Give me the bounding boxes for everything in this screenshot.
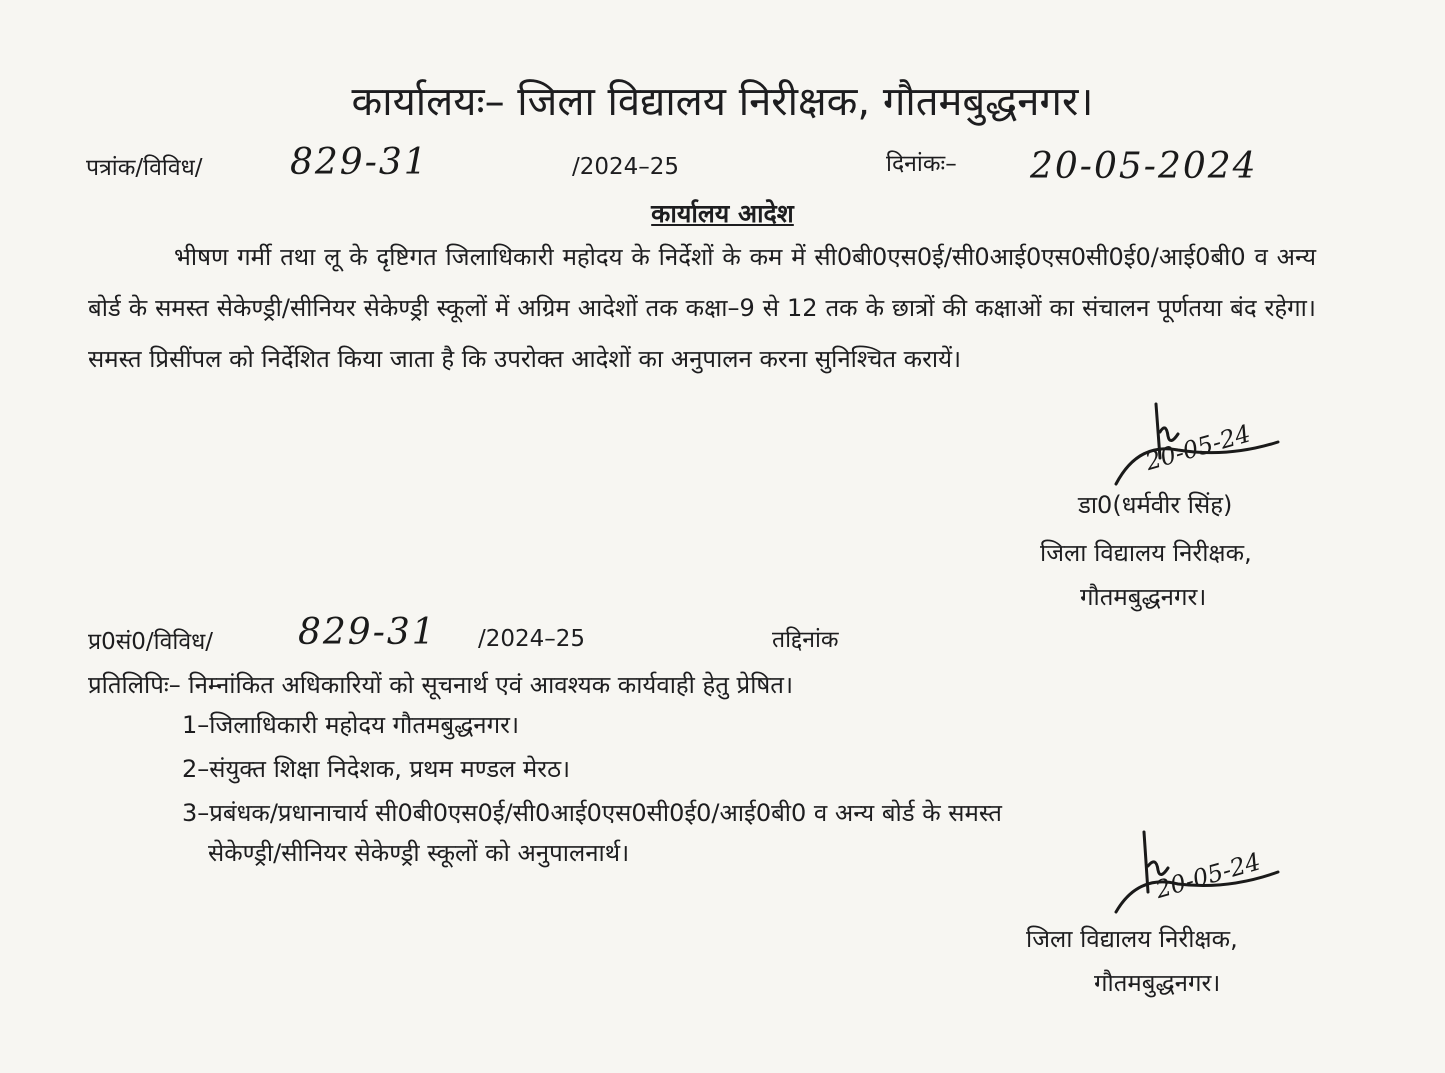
copy-ref-number: 829-31 bbox=[298, 612, 437, 653]
signatory-designation: जिला विद्यालय निरीक्षक, bbox=[1040, 539, 1252, 567]
copy-ref-year: /2024–25 bbox=[478, 626, 586, 652]
signatory-name: डा0(धर्मवीर सिंह) bbox=[1078, 491, 1233, 519]
office-header: कार्यालयः– जिला विद्यालय निरीक्षक, गौतमबुद्धनगर। bbox=[351, 79, 1094, 125]
signature-2-date: 20-05-24 bbox=[1152, 847, 1264, 904]
date-label: दिनांकः– bbox=[886, 151, 957, 177]
copy-item-1: 1–जिलाधिकारी महोदय गौतमबुद्धनगर। bbox=[182, 711, 520, 739]
signature-1-date: 20-05-24 bbox=[1142, 419, 1254, 476]
patrank-label: पत्रांक/विविध/ bbox=[86, 155, 203, 181]
order-body bbox=[88, 232, 1316, 385]
copy-item-3: 3–प्रबंधक/प्रधानाचार्य सी0बी0एस0ई/सी0आई0एस0सी0ई0/आई0बी0 व अन्य बोर्ड के समस्त bbox=[182, 799, 1002, 827]
copy-ref-date: तद्दिनांक bbox=[772, 627, 839, 653]
signatory-2-place: गौतमबुद्धनगर। bbox=[1094, 969, 1221, 997]
order-heading: कार्यालय आदेश bbox=[651, 199, 794, 228]
order-body-paragraph: भीषण गर्मी तथा लू के दृष्टिगत जिलाधिकारी महोदय के निर्देशों के कम में सी0बी0एस0ई/सी0आई0एस0सी0ई0/आई0बी0 व अन्य बोर्ड के समस्त सेकेण्ड्री/सीनियर सेकेण्ड्री स्कूलों में अग्रिम आदेशों तक कक्षा–9 से 12 तक के छात्रों की कक्षाओं का संचालन पूर्णतया बंद रहेगा। समस्त प्रिसींपल को निर्देशित किया जाता है कि उपरोक्त आदेशों का अनुपालन करना सुनिश्चित करायें। bbox=[88, 243, 1316, 373]
copy-item-2: 2–संयुक्त शिक्षा निदेशक, प्रथम मण्डल मेरठ। bbox=[182, 755, 571, 783]
date-value: 20-05-2024 bbox=[1030, 146, 1258, 187]
patrank-number: 829-31 bbox=[290, 142, 429, 183]
copy-ref-label: प्र0सं0/विविध/ bbox=[88, 629, 214, 655]
signatory-2-designation: जिला विद्यालय निरीक्षक, bbox=[1026, 925, 1238, 953]
copy-intro: प्रतिलिपिः– निम्नांकित अधिकारियों को सूचनार्थ एवं आवश्यक कार्यवाही हेतु प्रेषित। bbox=[88, 671, 794, 699]
letter-year: /2024–25 bbox=[572, 154, 680, 180]
signatory-place: गौतमबुद्धनगर। bbox=[1080, 583, 1207, 611]
copy-item-3-cont: सेकेण्ड्री/सीनियर सेकेण्ड्री स्कूलों को अनुपालनार्थ। bbox=[208, 839, 630, 867]
